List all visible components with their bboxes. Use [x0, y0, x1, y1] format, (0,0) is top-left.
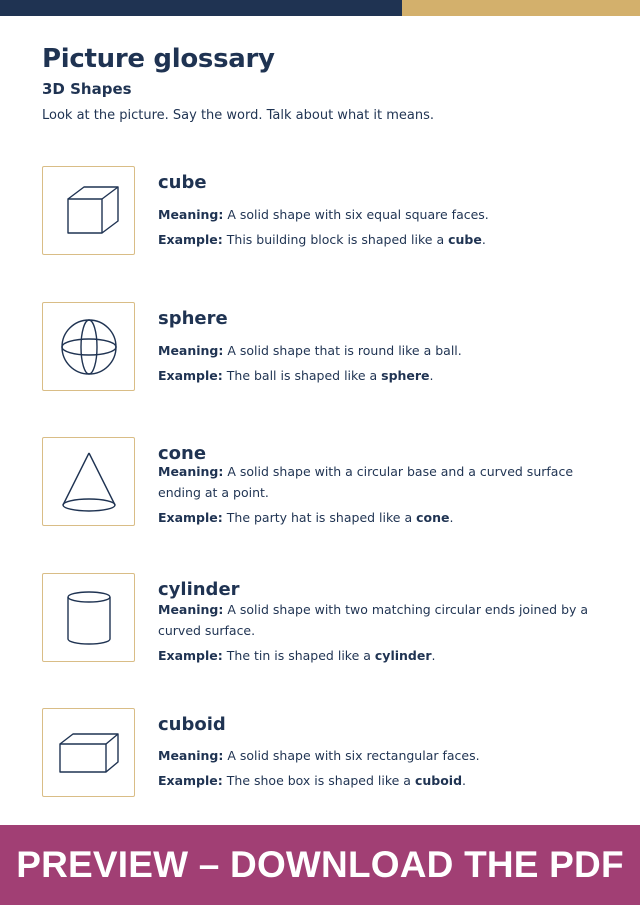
- example-text: The shoe box is shaped like a: [226, 773, 415, 788]
- example-text: The tin is shaped like a: [226, 648, 375, 663]
- picture-box: [42, 573, 135, 662]
- page-title: Picture glossary: [42, 44, 275, 74]
- example-label: Example:: [158, 510, 223, 525]
- meaning-label: Meaning:: [158, 748, 224, 763]
- meaning-text: A solid shape with six equal square faces.: [227, 207, 489, 222]
- sphere-icon: [59, 317, 119, 377]
- example-end: .: [431, 648, 436, 663]
- example-text: The ball is shaped like a: [226, 368, 382, 383]
- meaning-label: Meaning:: [158, 464, 224, 479]
- entry-word: sphere: [158, 308, 228, 329]
- top-accent-bar: [0, 0, 640, 16]
- picture-box: [42, 437, 135, 526]
- meaning-label: Meaning:: [158, 343, 224, 358]
- meaning-line: [158, 745, 603, 766]
- example-keyword: cone: [416, 510, 450, 525]
- page-subtitle: 3D Shapes: [42, 80, 132, 98]
- example-label: Example:: [158, 368, 223, 383]
- meaning-text: A solid shape with six rectangular faces.: [227, 748, 480, 763]
- example-keyword: cuboid: [414, 773, 463, 788]
- entry-word: cone: [158, 443, 207, 464]
- example-label: Example:: [158, 648, 223, 663]
- meaning-label: Meaning:: [158, 207, 224, 222]
- example-line: [158, 507, 603, 528]
- meaning-line: [158, 204, 603, 225]
- example-end: .: [429, 368, 434, 383]
- cylinder-icon: [64, 590, 114, 646]
- example-label: Example:: [158, 773, 223, 788]
- example-keyword: sphere: [381, 368, 430, 383]
- top-bar-gold-segment: [402, 0, 640, 16]
- example-text: This building block is shaped like a: [226, 232, 449, 247]
- example-line: [158, 770, 603, 791]
- cube-icon: [59, 181, 119, 241]
- meaning-line: [158, 340, 603, 361]
- example-text: The party hat is shaped like a: [226, 510, 417, 525]
- example-end: .: [462, 773, 466, 788]
- meaning-text: A solid shape that is round like a ball.: [227, 343, 462, 358]
- meaning-text: A solid shape with two matching circular ends joined by a curved surface.: [158, 602, 589, 638]
- example-line: [158, 645, 603, 666]
- instructions-text: Look at the picture. Say the word. Talk about what it means.: [42, 108, 434, 123]
- picture-box: [42, 708, 135, 797]
- example-end: .: [481, 232, 486, 247]
- entry-word: cylinder: [158, 579, 240, 600]
- meaning-line: [158, 599, 603, 641]
- cone-icon: [59, 450, 119, 514]
- top-bar-navy-segment: [0, 0, 402, 16]
- example-label: Example:: [158, 232, 223, 247]
- picture-box: [42, 166, 135, 255]
- example-line: [158, 365, 603, 386]
- entry-word: cube: [158, 172, 207, 193]
- example-end: .: [449, 510, 454, 525]
- preview-download-banner[interactable]: [0, 825, 640, 905]
- entry-word: cuboid: [158, 714, 226, 735]
- meaning-line: [158, 461, 603, 503]
- banner-text: PREVIEW – DOWNLOAD THE PDF: [16, 844, 624, 885]
- cuboid-icon: [57, 731, 121, 775]
- example-line: [158, 229, 603, 250]
- example-keyword: cube: [448, 232, 482, 247]
- example-keyword: cylinder: [374, 648, 432, 663]
- picture-box: [42, 302, 135, 391]
- meaning-text: A solid shape with a circular base and a curved surface ending at a point.: [158, 464, 574, 500]
- meaning-label: Meaning:: [158, 602, 224, 617]
